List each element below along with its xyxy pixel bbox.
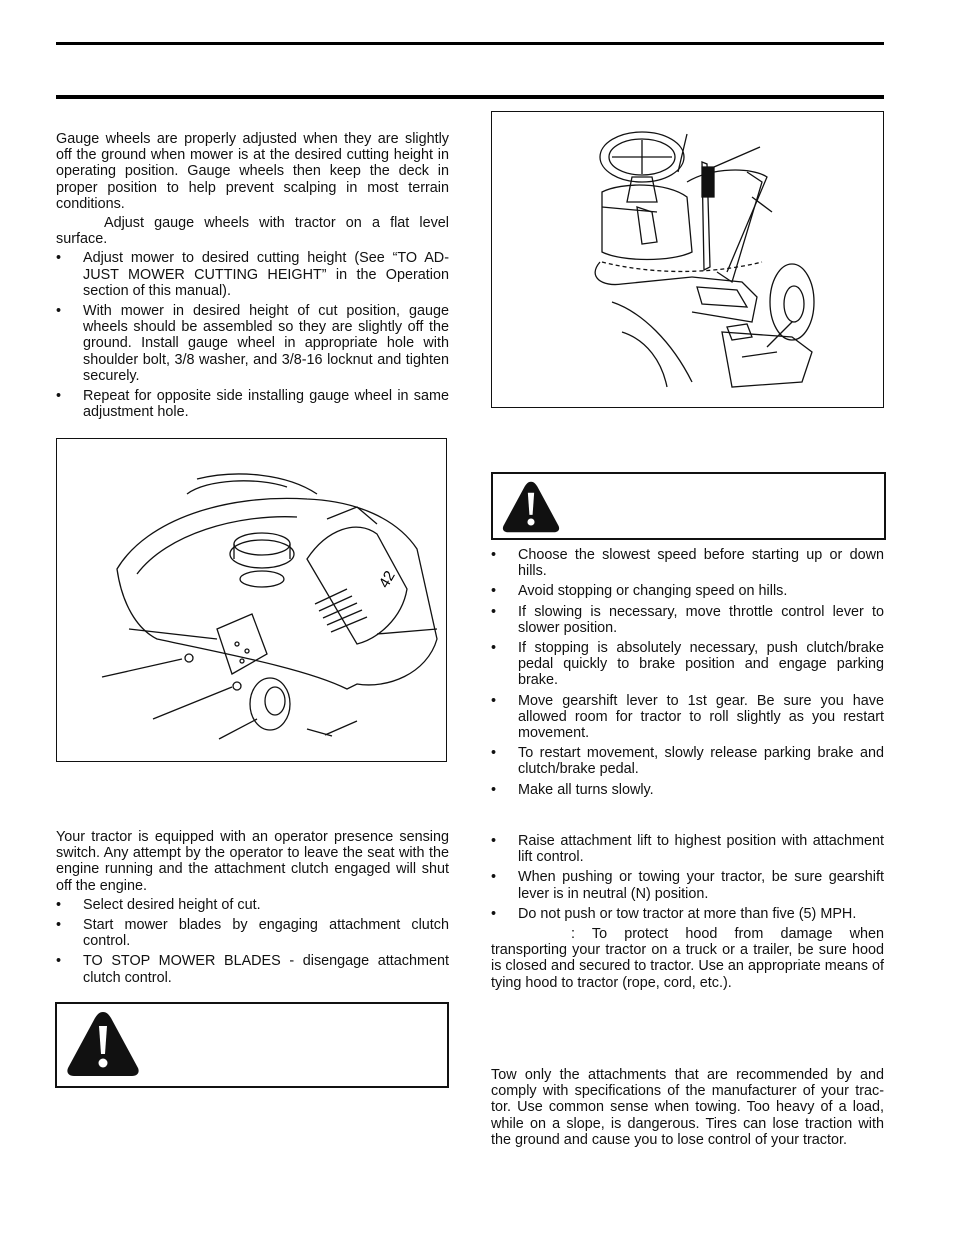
towing-text: Tow only the attachments that are recommended by and comply with specifications of the manufacturer of your trac-tor. Use common sense when towing. Too heavy of a load, while on a slope, is dangerous. Tires can lose traction with the ground and cause you to lose control of your tractor.: [491, 1067, 884, 1148]
warning-triangle-icon: [501, 480, 561, 534]
list-item: • Move gearshift lever to 1st gear. Be sure you have allowed room for tractor to roll slightly as you restart movement.: [491, 693, 884, 742]
gauge-steps-list: [56, 250, 449, 420]
list-item: • Avoid stopping or changing speed on hills.: [491, 583, 884, 599]
list-item: • Repeat for opposite side installing gauge wheel in same adjustment hole.: [56, 388, 449, 420]
hood-note: : To protect hood from damage when transporting your tractor on a truck or a trailer, be sure hood is closed and secured to tractor. Use an appropriate means of tying hood to tractor (rope, cord, etc.).: [491, 926, 884, 991]
warning-box-slopes: [491, 472, 886, 540]
hill-steps-list: [491, 547, 884, 798]
gauge-wheel-figure: [56, 438, 447, 762]
mower-deck-illustration: [57, 439, 446, 761]
header-rule-top: [56, 42, 884, 45]
list-item: • If slowing is necessary, move throttle control lever to slower position.: [491, 604, 884, 636]
warning-triangle-icon: [65, 1010, 141, 1078]
list-item: • When pushing or towing your tractor, be sure gearshift lever is in neutral (N) position.: [491, 869, 884, 901]
transport-steps-list: [491, 833, 884, 922]
hill-operation-section: [491, 547, 884, 802]
tractor-illustration: [492, 112, 883, 407]
gauge-note: Adjust gauge wheels with tractor on a flat level surface.: [56, 215, 449, 248]
warning-box-mowing: [55, 1002, 449, 1088]
list-item: • To restart movement, slowly release parking brake and clutch/brake pedal.: [491, 745, 884, 777]
list-item: • Raise attachment lift to highest position with attachment lift control.: [491, 833, 884, 865]
tractor-controls-figure: [491, 111, 884, 408]
header-rule-bottom: [56, 95, 884, 99]
transport-section: [491, 833, 884, 994]
mowing-section: [56, 829, 449, 990]
list-item: • TO STOP MOWER BLADES - disengage attachment clutch control.: [56, 953, 449, 985]
deck-logo: 42: [375, 568, 399, 591]
gauge-wheel-section: [56, 131, 449, 424]
list-item: • Start mower blades by engaging attachment clutch control.: [56, 917, 449, 949]
list-item: • Select desired height of cut.: [56, 897, 449, 913]
list-item: • Do not push or tow tractor at more than five (5) MPH.: [491, 906, 884, 922]
presence-intro: Your tractor is equipped with an operator presence sensing switch. Any attempt by the operator to leave the seat with the engine running and the attachment clutch engaged will shut off the engine.: [56, 829, 449, 894]
list-item: • Adjust mower to desired cutting height (See “TO AD-JUST MOWER CUTTING HEIGHT” in the Operation section of this manual).: [56, 250, 449, 299]
list-item: • With mower in desired height of cut position, gauge wheels should be assembled so they are slightly off the ground. Install gauge wheel in appropriate hole with shoulder bolt, 3/8 washer, and 3/8-16 locknut and tighten securely.: [56, 303, 449, 384]
towing-section: [491, 1067, 884, 1151]
list-item: • Make all turns slowly.: [491, 782, 884, 798]
list-item: • If stopping is absolutely necessary, push clutch/brake pedal quickly to brake position and engage parking brake.: [491, 640, 884, 689]
mowing-steps-list: [56, 897, 449, 986]
gauge-intro: Gauge wheels are properly adjusted when they are slightly off the ground when mower is at the desired cutting height in operating position. Gauge wheels then keep the deck in proper position to help prevent scalping in most terrain conditions.: [56, 131, 449, 212]
list-item: • Choose the slowest speed before starting up or down hills.: [491, 547, 884, 579]
